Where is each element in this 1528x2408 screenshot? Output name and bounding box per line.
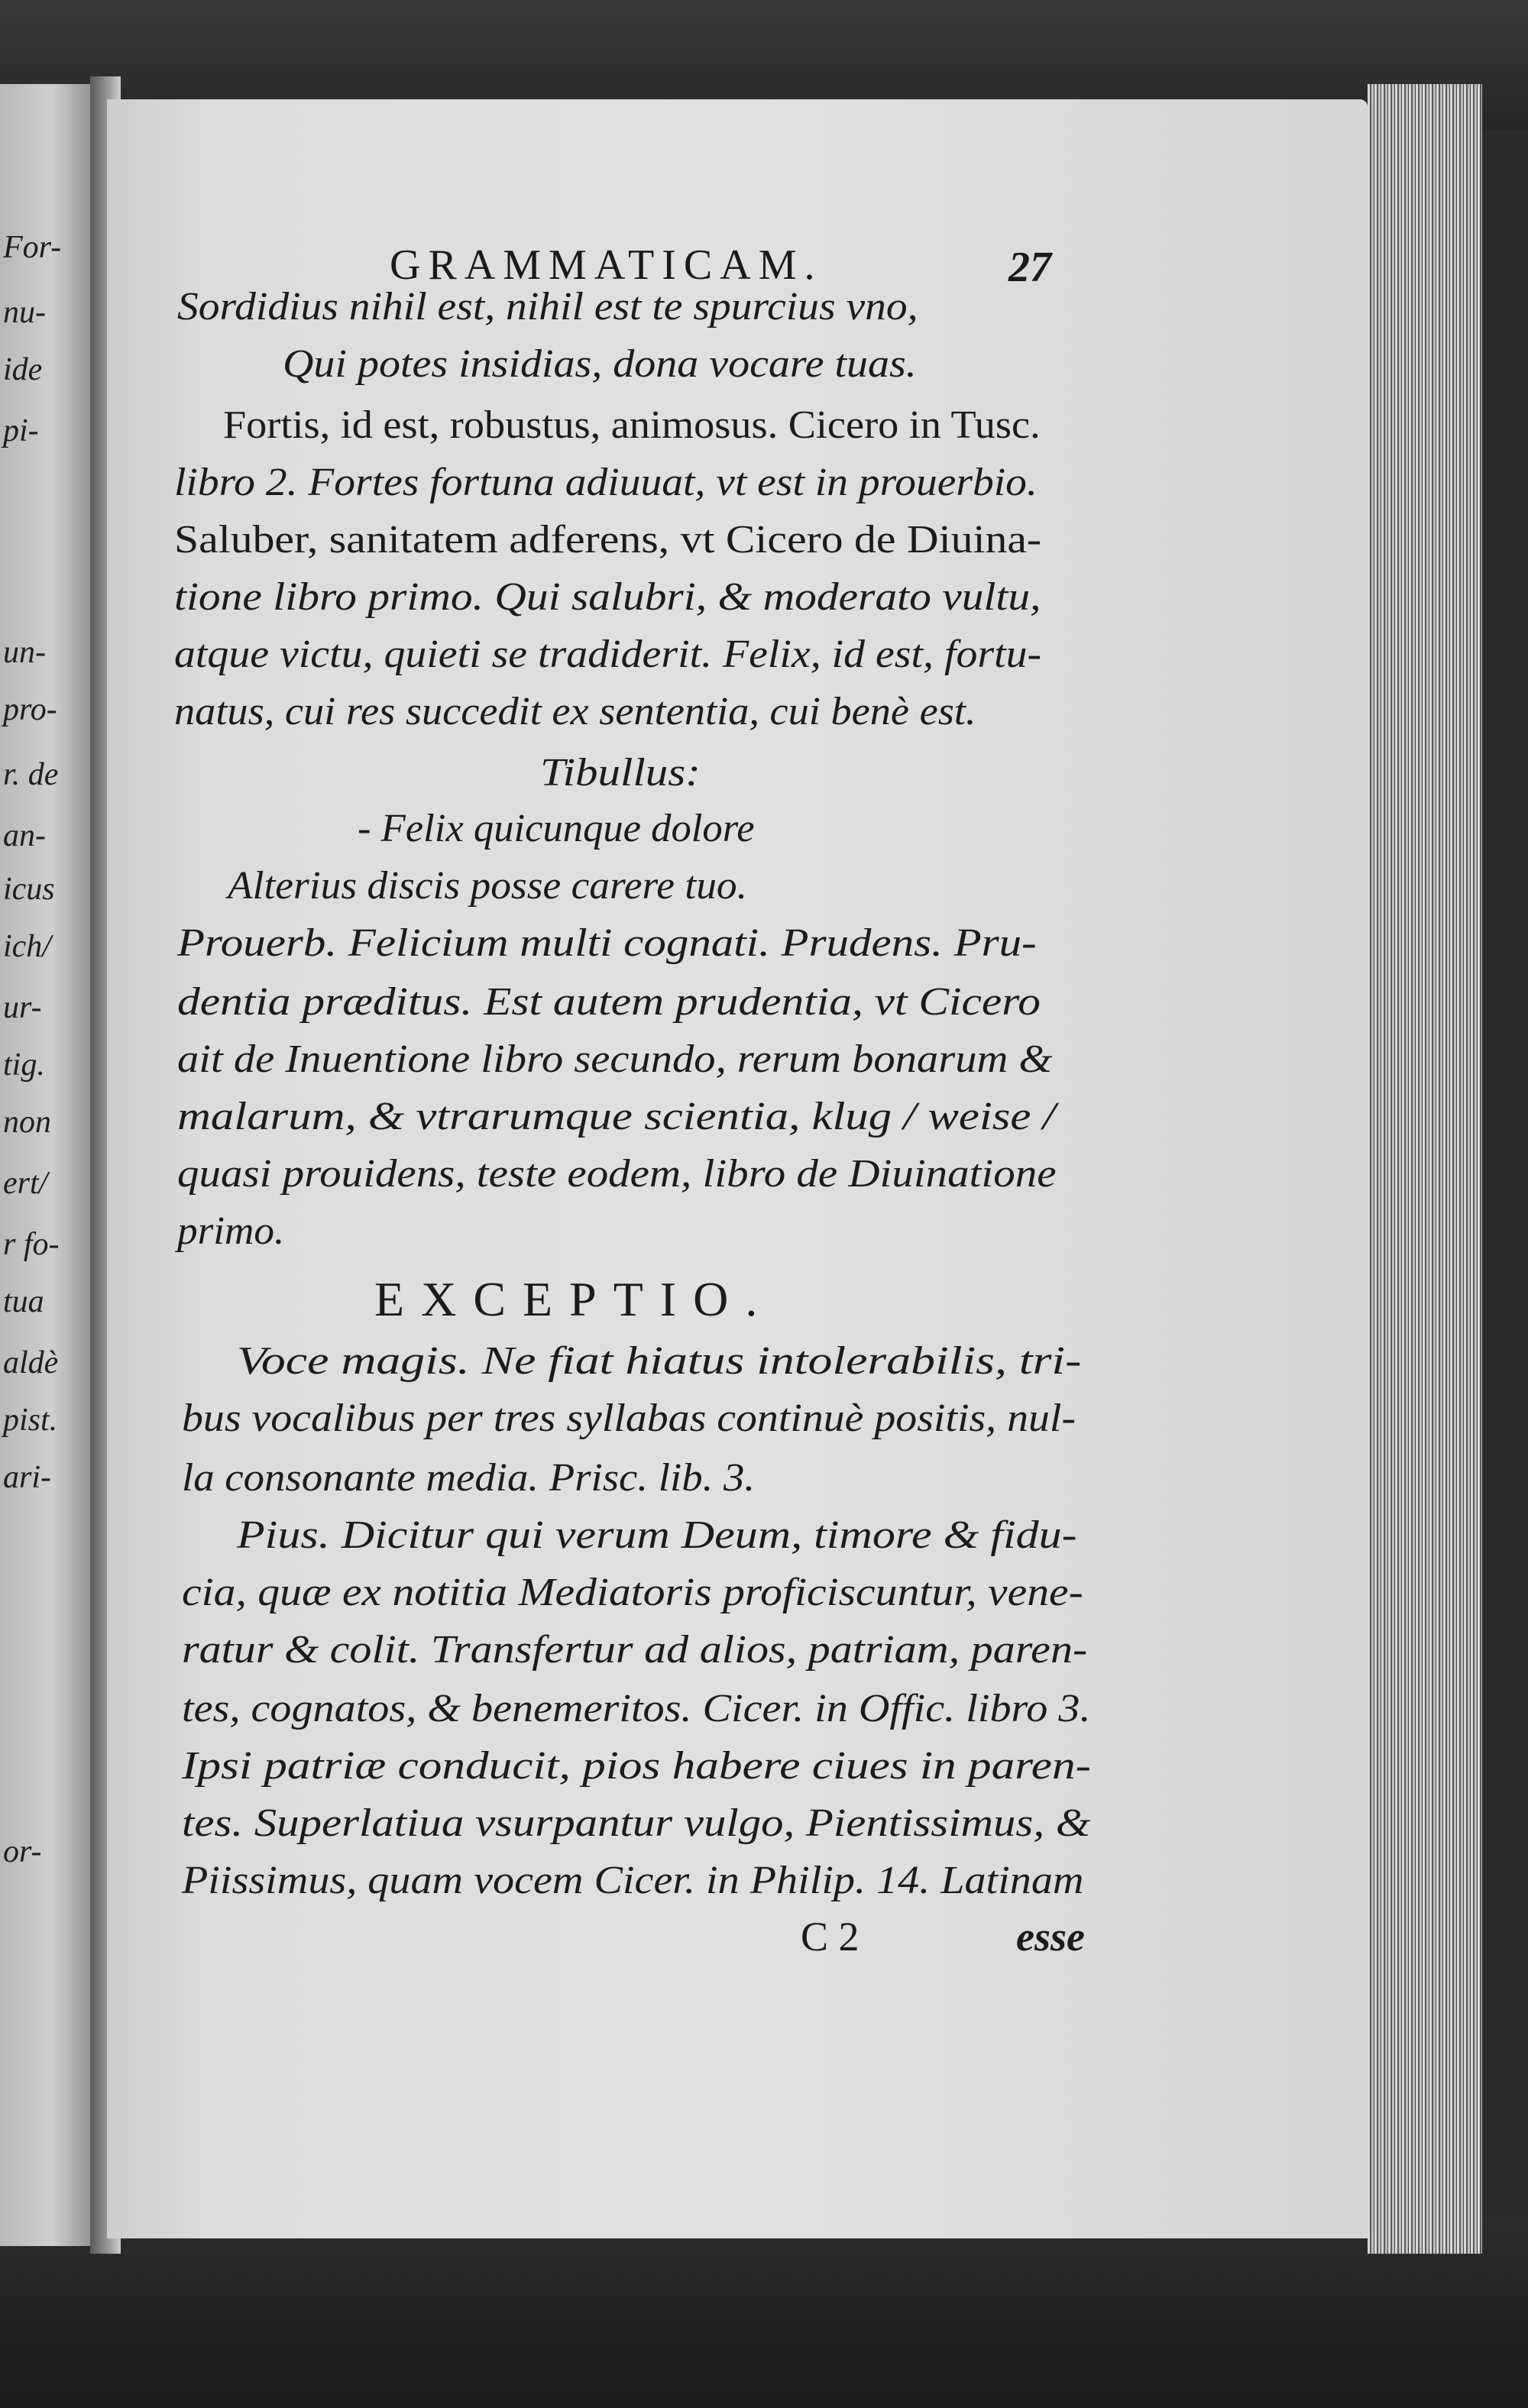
left-page-fragment: pi-: [3, 413, 39, 448]
left-page-fragment: pro-: [3, 692, 57, 727]
left-page-fragment: un-: [3, 635, 46, 670]
left-page-fragment: pist.: [3, 1403, 58, 1438]
left-page-fragment: or-: [3, 1834, 42, 1869]
left-page-fragment: ide: [3, 352, 43, 387]
left-page-fragment: an-: [3, 818, 46, 853]
page-number: 27: [1008, 244, 1051, 291]
signature-mark: C 2: [801, 1914, 860, 1960]
text-line: Voce magis. Ne fiat hiatus intolerabilis, tri-: [237, 1339, 1082, 1383]
left-page-fragment: ari-: [3, 1460, 51, 1495]
left-page-fragment: icus: [3, 872, 55, 907]
text-line: primo.: [177, 1209, 285, 1253]
text-line: la consonante media. Prisc. lib. 3.: [182, 1456, 756, 1500]
left-page-fragment: ich/: [3, 929, 51, 964]
text-line: - Felix quicunque dolore: [358, 807, 755, 850]
running-title: GRAMMATICAM.: [390, 241, 823, 289]
backdrop-bottom: [0, 2215, 1528, 2408]
text-line: Pius. Dicitur qui verum Deum, timore & fidu-: [237, 1513, 1077, 1557]
text-line: Qui potes insidias, dona vocare tuas.: [283, 342, 917, 386]
text-line: Saluber, sanitatem adferens, vt Cicero de Diuina-: [174, 518, 1042, 562]
left-page-fragment: aldè: [3, 1345, 59, 1380]
left-page-fragment: r. de: [3, 757, 59, 792]
left-page-edge: [0, 84, 96, 2246]
text-line: Piissimus, quam vocem Cicer. in Philip. 14. Latinam: [182, 1859, 1084, 1902]
left-page-fragment: ert/: [3, 1166, 48, 1201]
text-line: tes, cognatos, & benemeritos. Cicer. in Offic. libro 3.: [182, 1687, 1091, 1730]
text-line: cia, quæ ex notitia Mediatoris proficiscuntur, vene-: [182, 1571, 1083, 1614]
text-line: Ipsi patriæ conducit, pios habere ciues in paren-: [182, 1744, 1092, 1788]
left-page-fragment: tig.: [3, 1047, 45, 1083]
text-line: libro 2. Fortes fortuna adiuuat, vt est in prouerbio.: [174, 461, 1038, 504]
left-page-fragment: For-: [3, 230, 62, 265]
text-line: tes. Superlatiua vsurpantur vulgo, Pientissimus, &: [182, 1801, 1091, 1845]
left-page-fragment: nu-: [3, 295, 46, 330]
page-fore-edge: [1368, 84, 1482, 2254]
text-line: bus vocalibus per tres syllabas continuè positis, nul-: [182, 1397, 1076, 1440]
text-line: ratur & colit. Transfertur ad alios, patriam, paren-: [182, 1628, 1088, 1672]
left-page-fragment: r fo-: [3, 1227, 60, 1262]
text-line: atque victu, quieti se tradiderit. Felix, id est, fortu-: [174, 633, 1042, 676]
text-line: Fortis, id est, robustus, animosus. Cicero in Tusc.: [223, 403, 1041, 447]
text-line: natus, cui res succedit ex sententia, cui benè est.: [174, 690, 976, 733]
left-page-fragment: non: [3, 1105, 51, 1140]
text-line: Prouerb. Felicium multi cognati. Prudens. Pru-: [177, 921, 1037, 965]
catchword: esse: [1016, 1914, 1085, 1960]
text-line: Tibullus:: [540, 751, 701, 795]
text-line: Alterius discis posse carere tuo.: [228, 864, 747, 908]
text-line: quasi prouidens, teste eodem, libro de Diuinatione: [177, 1152, 1057, 1196]
text-line: dentia præditus. Est autem prudentia, vt Cicero: [177, 980, 1041, 1024]
left-page-fragment: tua: [3, 1284, 44, 1319]
text-line: tione libro primo. Qui salubri, & moderato vultu,: [174, 575, 1041, 619]
text-line: Sordidius nihil est, nihil est te spurcius vno,: [177, 285, 918, 329]
text-line: ait de Inuentione libro secundo, rerum bonarum &: [177, 1037, 1053, 1081]
text-line: malarum, & vtrarumque scientia, klug / weise /: [177, 1095, 1056, 1138]
section-heading: EXCEPTIO.: [374, 1272, 775, 1326]
left-page-fragment: ur-: [3, 990, 42, 1025]
